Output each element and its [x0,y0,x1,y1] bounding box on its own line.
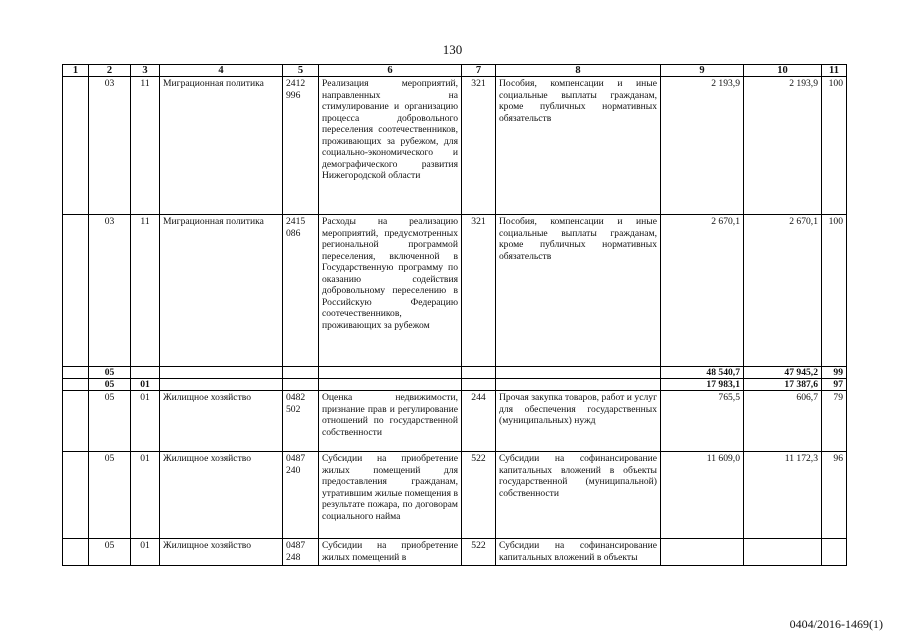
cell-col1 [63,215,89,367]
cell-percent [822,539,847,566]
cell-section: 03 [89,215,131,367]
column-header: 2 [89,65,131,77]
column-header: 4 [160,65,283,77]
cell-actual [744,539,822,566]
cell-planned: 17 983,1 [661,379,744,391]
cell-subsection-name: Миграционная политика [160,215,283,367]
cell-expense-name: Пособия, компенсации и иные социальные выплаты гражданам, кроме публичных нормативных обязательств [496,77,661,215]
page-number: 130 [442,42,463,57]
cell-percent: 79 [822,391,847,452]
cell-actual: 17 387,6 [744,379,822,391]
table-row [63,77,847,215]
cell-subsection: 11 [131,215,160,367]
cell-target-code: 0487 248 [283,539,319,566]
cell-expense-type: 321 [462,77,496,215]
cell-percent: 97 [822,379,847,391]
cell-planned [661,539,744,566]
column-header: 6 [319,65,462,77]
cell-actual: 47 945,2 [744,367,822,379]
cell-section: 05 [89,452,131,539]
table-row-subsection-total [63,379,847,391]
cell-percent: 100 [822,215,847,367]
cell-actual: 2 193,9 [744,77,822,215]
cell-expense-type: 321 [462,215,496,367]
table-row-section-total [63,367,847,379]
cell-planned: 48 540,7 [661,367,744,379]
cell-col1 [63,539,89,566]
table-header-row [63,65,847,77]
cell-subsection-name [160,379,283,391]
cell-expense-type [462,379,496,391]
cell-target-name [319,367,462,379]
cell-expense-name: Субсидии на софинансирование капитальных вложений в объекты [496,539,661,566]
column-header: 9 [661,65,744,77]
cell-subsection-name: Жилищное хозяйство [160,452,283,539]
cell-expense-name: Прочая закупка товаров, работ и услуг для обеспечения государственных (муниципальных) нужд [496,391,661,452]
cell-expense-name: Пособия, компенсации и иные социальные выплаты гражданам, кроме публичных нормативных обязательств [496,215,661,367]
cell-subsection: 01 [131,452,160,539]
cell-section: 05 [89,367,131,379]
cell-target-code [283,367,319,379]
column-header: 7 [462,65,496,77]
cell-col1 [63,391,89,452]
column-header: 8 [496,65,661,77]
cell-col1 [63,77,89,215]
cell-target-name: Субсидии на приобретение жилых помещений в [319,539,462,566]
cell-target-name: Расходы на реализацию мероприятий, предусмотренных региональной программой переселения, включенной в Государственную программу по оказанию содействия добровольному переселению в Российскую Федерацию соотечественников, проживающих за рубежом [319,215,462,367]
cell-target-code: 2412 996 [283,77,319,215]
column-header: 1 [63,65,89,77]
cell-target-code: 2415 086 [283,215,319,367]
cell-subsection: 01 [131,391,160,452]
cell-subsection-name: Миграционная политика [160,77,283,215]
cell-actual: 2 670,1 [744,215,822,367]
cell-expense-type: 522 [462,539,496,566]
cell-subsection: 01 [131,379,160,391]
table-row [63,215,847,367]
cell-target-code: 0487 240 [283,452,319,539]
cell-col1 [63,379,89,391]
cell-section: 05 [89,379,131,391]
column-header: 5 [283,65,319,77]
cell-subsection [131,367,160,379]
cell-subsection: 11 [131,77,160,215]
cell-percent: 96 [822,452,847,539]
table-row [63,391,847,452]
cell-expense-type: 244 [462,391,496,452]
cell-expense-type [462,367,496,379]
table-row [63,539,847,566]
cell-planned: 2 670,1 [661,215,744,367]
column-header: 3 [131,65,160,77]
cell-expense-name [496,367,661,379]
cell-percent: 99 [822,367,847,379]
document-reference: 0404/2016-1469(1) [789,617,883,631]
cell-target-name [319,379,462,391]
cell-planned: 765,5 [661,391,744,452]
cell-expense-name: Субсидии на софинансирование капитальных вложений в объекты государственной (муниципальной) собственности [496,452,661,539]
cell-section: 03 [89,77,131,215]
cell-subsection-name: Жилищное хозяйство [160,391,283,452]
cell-col1 [63,367,89,379]
cell-section: 05 [89,539,131,566]
cell-target-code [283,379,319,391]
cell-actual: 11 172,3 [744,452,822,539]
cell-target-name: Оценка недвижимости, признание прав и регулирование отношений по государственной собственности [319,391,462,452]
cell-planned: 2 193,9 [661,77,744,215]
cell-target-code: 0482 502 [283,391,319,452]
column-header: 10 [744,65,822,77]
table-row [63,452,847,539]
cell-subsection: 01 [131,539,160,566]
cell-target-name: Субсидии на приобретение жилых помещений для предоставления гражданам, утратившим жилые помещения в результате пожара, по договорам социального найма [319,452,462,539]
cell-section: 05 [89,391,131,452]
cell-target-name: Реализация мероприятий, направленных на стимулирование и организацию процесса добровольного переселения соотечественников, проживающих за рубежом, для социально-экономического и демографического развития Нижегородской области [319,77,462,215]
budget-table [62,64,847,566]
cell-subsection-name: Жилищное хозяйство [160,539,283,566]
cell-actual: 606,7 [744,391,822,452]
cell-percent: 100 [822,77,847,215]
column-header: 11 [822,65,847,77]
cell-subsection-name [160,367,283,379]
cell-planned: 11 609,0 [661,452,744,539]
cell-col1 [63,452,89,539]
cell-expense-name [496,379,661,391]
cell-expense-type: 522 [462,452,496,539]
